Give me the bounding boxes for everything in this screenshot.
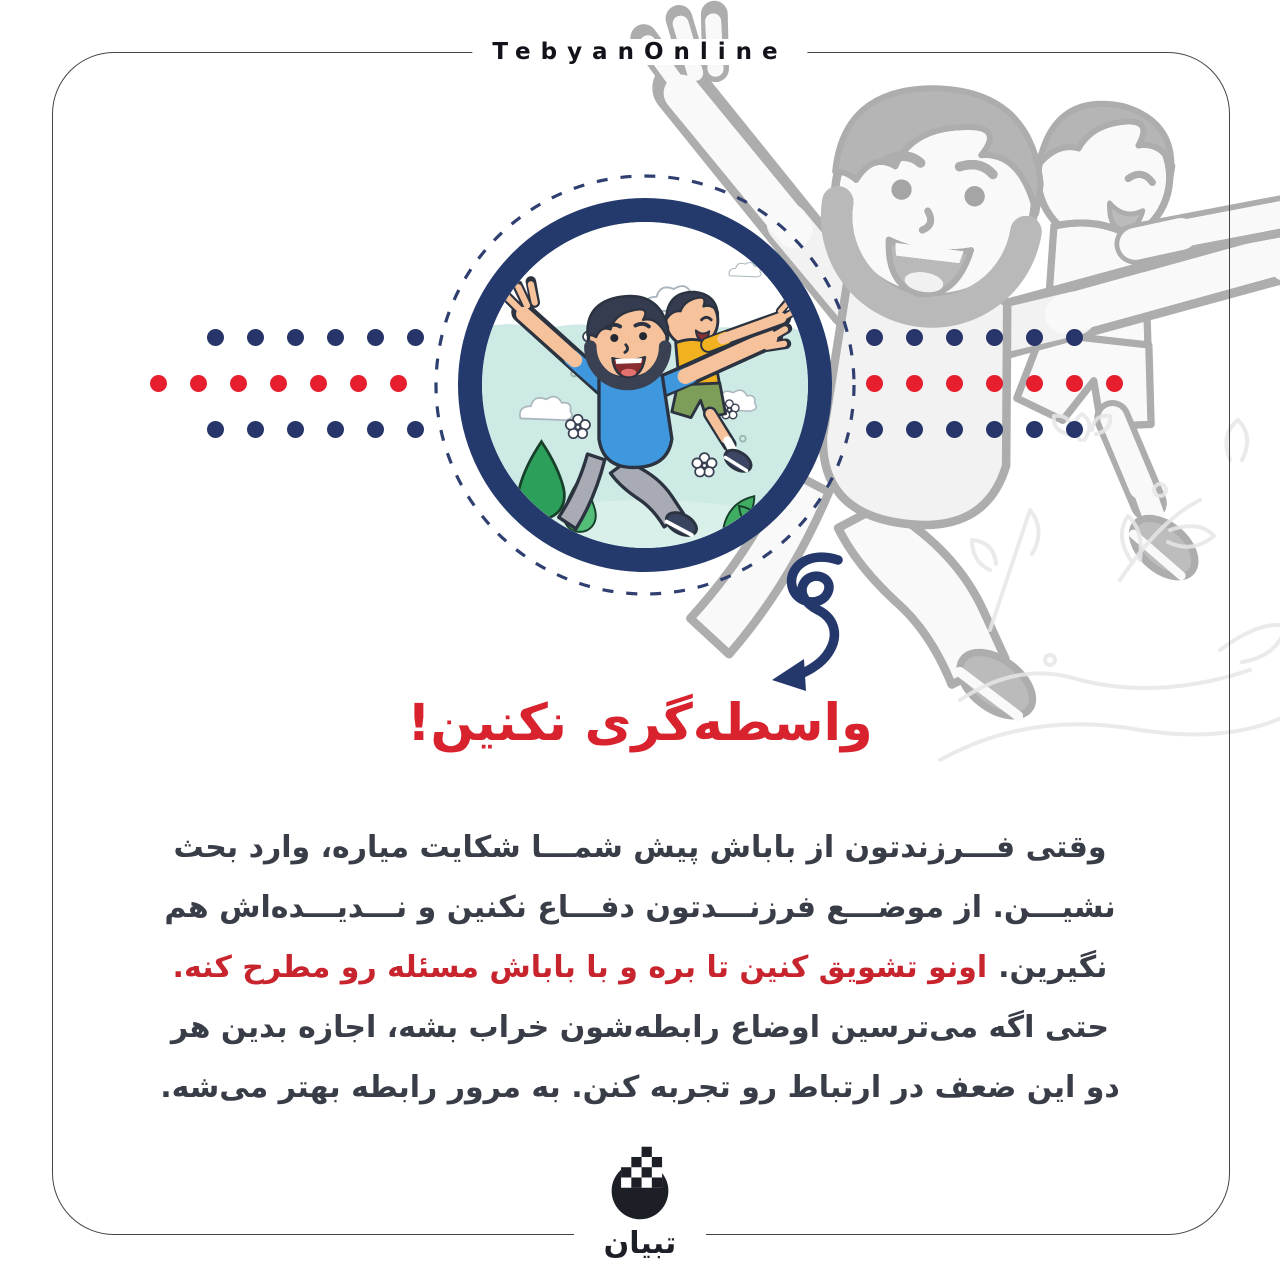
dots-right <box>866 329 1140 438</box>
brand-title: TebyanOnline <box>472 39 807 65</box>
body-line-2: نشیـــن. از موضـــع فرزنـــدتون دفـــاع نکنین و نـــدیـــده‌اش هم <box>164 890 1116 925</box>
body-line-3-red: اونو تشویق کنین تا بره و با باباش مسئله رو مطرح کنه. <box>172 950 988 985</box>
body-line-3-dark: نگیرین. <box>998 950 1108 985</box>
tebyan-logo-icon <box>602 1142 678 1224</box>
body-line-1: وقتی فـــرزندتون از باباش پیش شمـــا شکایت میاره، وارد بحث <box>173 830 1107 865</box>
dots-left <box>150 329 424 438</box>
body-text <box>140 818 1140 1118</box>
body-line-4: حتی اگه می‌ترسین اوضاع رابطه‌شون خراب بشه، اجازه بدین هر <box>170 1010 1110 1045</box>
tebyan-logo-text: تبیان <box>603 1226 677 1261</box>
father-child-illustration <box>458 198 832 572</box>
body-line-5: دو این ضعف در ارتباط رو تجربه کنن. به مرور رابطه بهتر می‌شه. <box>160 1070 1120 1105</box>
curved-loop-arrow-icon <box>748 552 854 694</box>
headline: واسطه‌گری نکنین! <box>407 694 873 753</box>
tebyan-logo <box>574 1142 706 1261</box>
body-line-3 <box>140 938 1140 998</box>
